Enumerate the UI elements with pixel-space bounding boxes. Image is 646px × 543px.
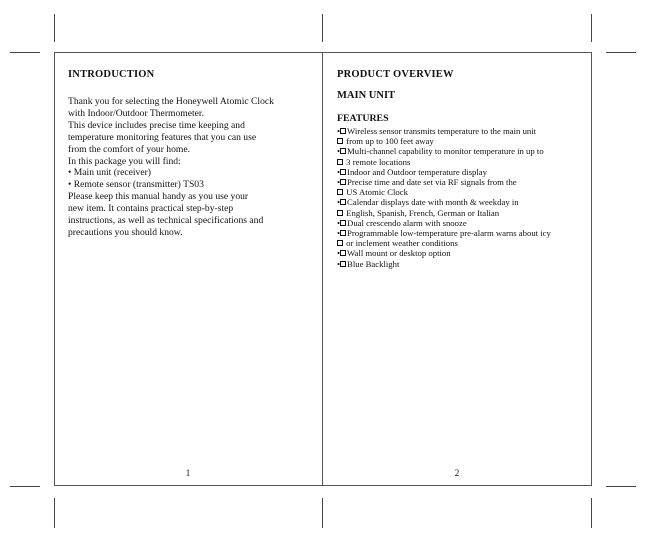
checkbox-square-icon — [340, 220, 346, 226]
section-title-main-unit: MAIN UNIT — [337, 90, 396, 101]
feature-text: Precise time and date set via RF signals from the — [347, 177, 517, 188]
body-line: Please keep this manual handy as you use your — [68, 191, 249, 203]
checkbox-square-icon — [340, 199, 346, 205]
checkbox-square-icon — [340, 230, 346, 236]
checkbox-square-icon — [337, 240, 343, 246]
left-page — [54, 52, 322, 486]
crop-mark-bottom-right — [591, 498, 592, 528]
bullet-icon: • — [337, 248, 341, 259]
body-line: from the comfort of your home. — [68, 143, 191, 155]
feature-text: or inclement weather conditions — [344, 238, 458, 249]
checkbox-square-icon — [337, 189, 343, 195]
feature-text: Multi-channel capability to monitor temperature in up to — [347, 146, 544, 157]
crop-mark-top-center — [322, 14, 323, 42]
bullet-icon: • — [337, 228, 341, 239]
crop-mark-right-top — [606, 52, 636, 53]
page-title-product-overview: PRODUCT OVERVIEW — [337, 69, 454, 80]
checkbox-square-icon — [337, 210, 343, 216]
right-page — [323, 52, 592, 486]
body-line: This device includes precise time keeping and — [68, 119, 245, 131]
feature-text: Indoor and Outdoor temperature display — [347, 166, 487, 177]
body-line: temperature monitoring features that you can use — [68, 131, 257, 143]
package-item-main-unit: • Main unit (receiver) — [68, 167, 152, 179]
body-line: precautions you should know. — [68, 226, 183, 238]
feature-item-continuation — [337, 187, 587, 197]
package-item-remote-sensor: • Remote sensor (transmitter) TS03 — [68, 179, 204, 191]
body-line: new item. It contains practical step-by-step — [68, 203, 234, 215]
features-list — [337, 126, 587, 269]
feature-text: Wall mount or desktop option — [347, 248, 451, 259]
feature-item — [337, 259, 587, 269]
feature-item — [337, 248, 587, 258]
checkbox-square-icon — [340, 128, 346, 134]
crop-mark-bottom-center — [322, 498, 323, 528]
feature-text: from up to 100 feet away — [344, 136, 434, 147]
feature-item — [337, 228, 587, 238]
feature-text: Blue Backlight — [347, 258, 400, 269]
bullet-icon: • — [337, 146, 341, 157]
body-line: with Indoor/Outdoor Thermometer. — [68, 107, 204, 119]
feature-item-continuation — [337, 208, 587, 218]
feature-text: Calendar displays date with month & weekday in — [347, 197, 519, 208]
feature-item — [337, 167, 587, 177]
checkbox-square-icon — [340, 148, 346, 154]
bullet-icon: • — [337, 166, 341, 177]
feature-item — [337, 197, 587, 207]
crop-mark-top-right — [591, 14, 592, 42]
checkbox-square-icon — [340, 250, 346, 256]
bullet-icon: • — [337, 217, 341, 228]
checkbox-square-icon — [340, 261, 346, 267]
feature-text: Programmable low-temperature pre-alarm warns about icy — [347, 228, 551, 239]
feature-text: US Atomic Clock — [344, 187, 408, 198]
crop-mark-top-left — [54, 14, 55, 42]
checkbox-square-icon — [337, 138, 343, 144]
crop-mark-right-bottom — [606, 486, 636, 487]
page-number: 2 — [454, 468, 460, 478]
checkbox-square-icon — [337, 159, 343, 165]
feature-item-continuation — [337, 136, 587, 146]
bullet-icon: • — [337, 197, 341, 208]
introduction-body — [68, 96, 313, 239]
crop-mark-left-bottom — [10, 486, 40, 487]
crop-mark-bottom-left — [54, 498, 55, 528]
feature-item — [337, 126, 587, 136]
checkbox-square-icon — [340, 169, 346, 175]
page-title-introduction: INTRODUCTION — [68, 69, 155, 80]
checkbox-square-icon — [340, 179, 346, 185]
page-number: 1 — [185, 468, 191, 478]
feature-text: Wireless sensor transmits temperature to the main unit — [347, 126, 537, 136]
body-line: Thank you for selecting the Honeywell Atomic Clock — [68, 96, 274, 107]
feature-item — [337, 146, 587, 156]
feature-item — [337, 177, 587, 187]
body-line: In this package you will find: — [68, 155, 181, 167]
bullet-icon: • — [337, 177, 341, 188]
feature-item — [337, 218, 587, 228]
feature-text: Dual crescendo alarm with snooze — [347, 217, 467, 228]
crop-mark-left-top — [10, 52, 40, 53]
feature-text: English, Spanish, French, German or Italian — [344, 207, 500, 218]
features-heading: FEATURES — [337, 113, 389, 124]
feature-item-continuation — [337, 238, 587, 248]
bullet-icon: • — [337, 126, 341, 136]
bullet-icon: • — [337, 258, 341, 269]
feature-text: 3 remote locations — [344, 156, 411, 167]
feature-item-continuation — [337, 157, 587, 167]
body-line: instructions, as well as technical specifications and — [68, 215, 264, 227]
